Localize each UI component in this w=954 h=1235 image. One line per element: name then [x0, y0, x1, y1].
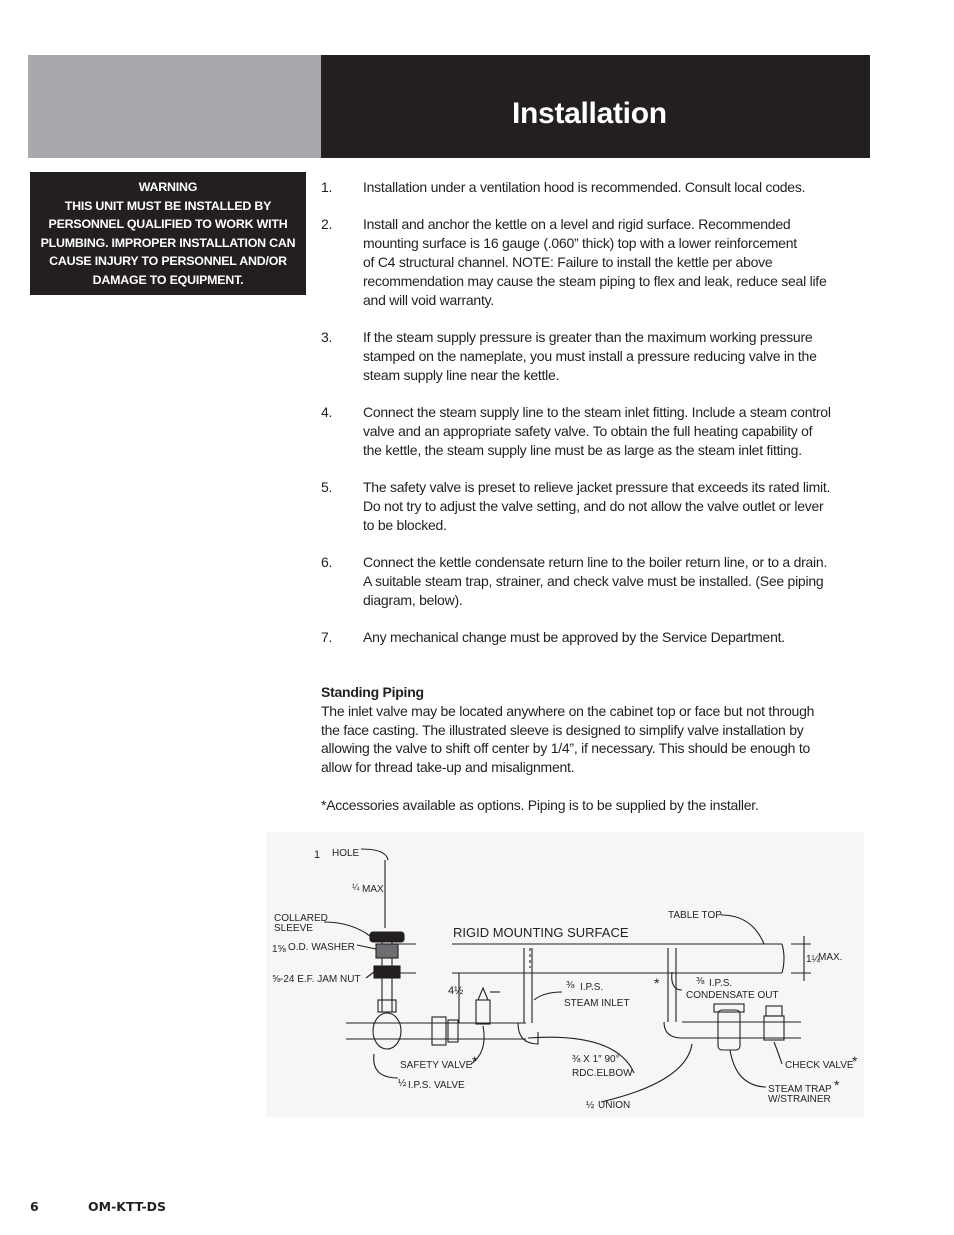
warning-line: PERSONNEL QUALIFIED TO WORK WITH — [48, 217, 288, 232]
steam-trap-body — [718, 1010, 740, 1050]
step-text — [363, 628, 881, 647]
step-item — [321, 178, 881, 197]
check-valve-cap — [766, 1006, 782, 1016]
step-line: The safety valve is preset to relieve jacket pressure that exceeds its rated limit. — [363, 478, 831, 495]
step-item — [321, 478, 881, 534]
frac-ips-valve: ½ — [398, 1078, 407, 1089]
frac-height: 4½ — [448, 985, 464, 997]
step-number: 5. — [321, 478, 333, 495]
steam-trap-cap — [714, 1004, 744, 1012]
step-number: 3. — [321, 328, 333, 345]
warning-line: THIS UNIT MUST BE INSTALLED BY — [64, 198, 272, 213]
frac-max-top: ¼ — [352, 882, 360, 892]
step-item — [321, 553, 881, 609]
frac-elbow: ⅜ X 1″ 90° — [572, 1054, 620, 1065]
step-line: mounting surface is 16 gauge (.060” thick) top with a lower reinforcement — [363, 235, 797, 252]
check-valve-body — [764, 1016, 784, 1040]
leader-check-valve — [774, 1042, 782, 1064]
leader-condensate — [672, 972, 682, 990]
section-heading: Standing Piping — [321, 684, 424, 700]
leader-jam-nut — [366, 972, 374, 978]
step-line: to be blocked. — [363, 516, 447, 533]
cond-elbow — [664, 1022, 682, 1038]
od-washer — [376, 944, 398, 958]
step-number: 4. — [321, 403, 333, 420]
step-text — [363, 328, 881, 384]
step-item — [321, 403, 881, 459]
frac-inlet: ⅜ — [566, 980, 575, 991]
step-text — [363, 178, 881, 197]
asterisk-trap: * — [834, 1077, 840, 1093]
label-steam-trap: STEAM TRAP — [768, 1084, 832, 1095]
label-strainer: W/STRAINER — [768, 1094, 831, 1105]
collared-sleeve — [370, 932, 404, 942]
paragraph-line: The inlet valve may be located anywhere on the cabinet top or face but not through — [321, 702, 815, 719]
warning-line: PLUMBING. IMPROPER INSTALLATION CAN — [40, 235, 296, 250]
standing-piping-section — [321, 683, 881, 815]
piping-diagram-svg — [266, 832, 864, 1117]
label-steam-inlet: STEAM INLET — [564, 998, 630, 1009]
frac-washer: 1⅝ — [272, 944, 286, 955]
step-number: 2. — [321, 216, 333, 233]
ips-valve-body — [373, 1013, 401, 1049]
label-collared-1: COLLARED — [274, 913, 328, 924]
step-text — [363, 553, 881, 609]
frac-jam-nut: ⅝ — [272, 974, 281, 985]
step-line: valve and an appropriate safety valve. To obtain the full heating capability of — [363, 422, 813, 439]
frac-union: ½ — [586, 1100, 595, 1111]
step-line: the kettle, the steam supply line must be as large as the steam inlet fitting. — [363, 441, 802, 458]
step-text — [363, 478, 881, 534]
paragraph-line: allowing the valve to shift off center by 1/4”, if necessary. This should be enough to — [321, 740, 811, 757]
ips-valve-bonnet — [378, 1000, 396, 1012]
warning-line: DAMAGE TO EQUIPMENT. — [92, 272, 244, 287]
safety-valve-body — [476, 1000, 490, 1024]
step-item — [321, 628, 881, 647]
step-number: 1. — [321, 179, 333, 195]
step-line: Do not try to adjust the valve setting, and do not allow the valve outlet or lever — [363, 497, 824, 514]
step-number: 7. — [321, 628, 333, 645]
table-top-break — [782, 944, 784, 973]
step-item — [321, 215, 881, 309]
label-condensate-out: CONDENSATE OUT — [686, 990, 779, 1001]
step-line: Installation under a ventilation hood is recommended. Consult local codes. — [363, 179, 806, 195]
step-line: Install and anchor the kettle on a level and rigid surface. Recommended — [363, 216, 791, 233]
step-item — [321, 328, 881, 384]
warning-line: WARNING — [138, 180, 198, 194]
leader-steam-inlet — [534, 992, 562, 1000]
jam-nut — [374, 966, 400, 978]
step-line: stamped on the nameplate, you must install a pressure reducing valve in the — [363, 347, 817, 364]
inlet-elbow — [518, 1023, 538, 1044]
leader-table-top — [721, 915, 764, 944]
safety-valve-top — [478, 988, 488, 1000]
step-line: recommendation may cause the steam piping to flex and leak, reduce seal life — [363, 272, 827, 289]
label-max-top: MAX. — [362, 884, 387, 895]
leader-washer — [357, 945, 376, 949]
label-safety-valve: SAFETY VALVE — [400, 1060, 473, 1071]
label-od-washer: O.D. WASHER — [288, 942, 355, 953]
step-text — [363, 403, 881, 459]
label-ips-valve: I.P.S. VALVE — [408, 1080, 465, 1091]
frac-max-right: 1¼ — [806, 954, 820, 965]
installation-steps — [321, 178, 881, 665]
label-rdc-elbow: RDC.ELBOW — [572, 1068, 633, 1079]
label-hole: HOLE — [332, 848, 360, 859]
step-line: diagram, below). — [363, 591, 463, 608]
header-gray-block — [28, 55, 321, 158]
label-rigid-surface: RIGID MOUNTING SURFACE — [453, 925, 629, 940]
warning-line: CAUSE INJURY TO PERSONNEL AND/OR — [49, 254, 287, 269]
accessories-note: *Accessories available as options. Piping is to be supplied by the installer. — [321, 796, 759, 813]
label-check-valve: CHECK VALVE — [785, 1060, 854, 1071]
asterisk-cond: * — [654, 975, 660, 991]
leader-sleeve — [324, 922, 370, 936]
label-union: UNION — [598, 1100, 631, 1111]
union-left — [432, 1017, 446, 1045]
leader-hole — [361, 849, 388, 860]
label-ips-inlet: I.P.S. — [580, 982, 604, 993]
label-ips-cond: I.P.S. — [709, 978, 733, 989]
frac-hole: 1 — [314, 849, 321, 861]
asterisk-safety: * — [472, 1053, 478, 1069]
step-line: Connect the steam supply line to the steam inlet fitting. Include a steam control — [363, 403, 831, 420]
paragraph-line: allow for thread take-up and misalignment. — [321, 759, 575, 776]
leader-ips-valve — [374, 1054, 398, 1078]
label-collared-2: SLEEVE — [274, 923, 313, 934]
label-jam-nut: -24 E.F. JAM NUT — [280, 974, 361, 985]
step-line: If the steam supply pressure is greater than the maximum working pressure — [363, 328, 813, 345]
asterisk-check: * — [852, 1053, 858, 1069]
page-title: Installation — [512, 97, 667, 130]
step-line: Connect the kettle condensate return line to the boiler return line, or to a drain. — [363, 553, 828, 570]
step-line: steam supply line near the kettle. — [363, 366, 560, 383]
step-text — [363, 215, 881, 309]
step-number: 6. — [321, 553, 333, 570]
label-table-top: TABLE TOP — [668, 910, 722, 921]
frac-cond: ⅜ — [696, 976, 705, 987]
label-max-right: MAX. — [818, 952, 843, 963]
document-code: OM-KTT-DS — [88, 1199, 167, 1214]
warning-box — [30, 172, 306, 295]
step-line: and will void warranty. — [363, 291, 494, 308]
step-line: A suitable steam trap, strainer, and check valve must be installed. (See piping — [363, 572, 824, 589]
step-line: Any mechanical change must be approved by the Service Department. — [363, 628, 785, 645]
piping-diagram — [266, 832, 864, 1117]
paragraph-line: the face casting. The illustrated sleeve is designed to simplify valve installation by — [321, 721, 804, 738]
step-line: of C4 structural channel. NOTE: Failure to install the kettle per above — [363, 253, 773, 270]
leader-steam-trap — [730, 1050, 766, 1087]
page-number: 6 — [30, 1199, 39, 1214]
